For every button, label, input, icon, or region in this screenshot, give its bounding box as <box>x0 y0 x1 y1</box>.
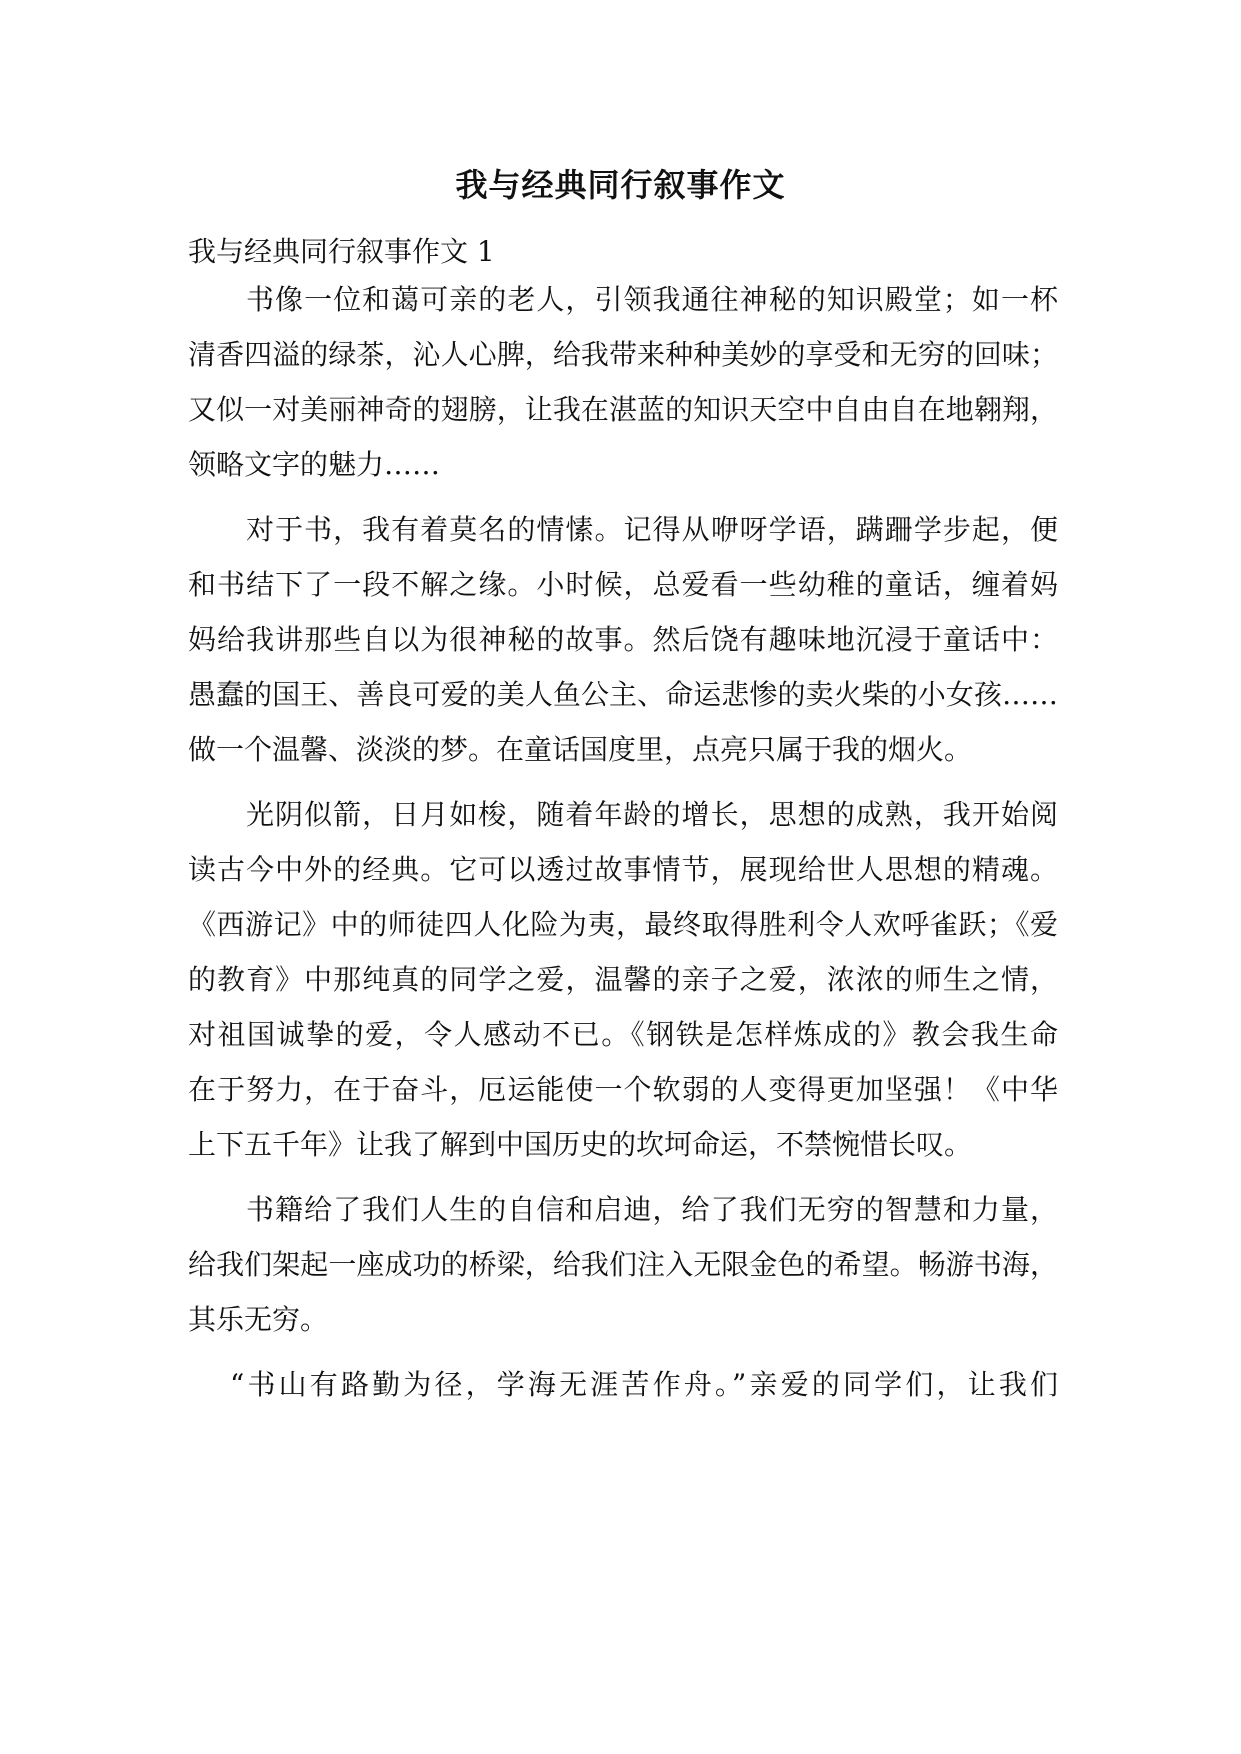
text-line: 妈给我讲那些自以为很神秘的故事。然后饶有趣味地沉浸于童话中： <box>188 623 1058 656</box>
text-line: 又似一对美丽神奇的翅膀，让我在湛蓝的知识天空中自由自在地翱翔， <box>188 393 1058 426</box>
text-line: 愚蠢的国王、善良可爱的美人鱼公主、命运悲惨的卖火柴的小女孩…… <box>188 678 1058 711</box>
text-line: “书山有路勤为径，学海无涯苦作舟。”亲爱的同学们，让我们 <box>230 1368 1058 1401</box>
text-line: 上下五千年》让我了解到中国历史的坎坷命运，不禁惋惜长叹。 <box>188 1128 973 1161</box>
essay-heading: 我与经典同行叙事作文 1 <box>188 235 495 268</box>
text-line: 书籍给了我们人生的自信和启迪，给了我们无穷的智慧和力量， <box>246 1193 1058 1226</box>
text-line: 读古今中外的经典。它可以透过故事情节，展现给世人思想的精魂。 <box>188 853 1058 886</box>
text-line: 光阴似箭，日月如梭，随着年龄的增长，思想的成熟，我开始阅 <box>246 798 1058 831</box>
text-line: 其乐无穷。 <box>188 1303 329 1336</box>
text-line: 给我们架起一座成功的桥梁，给我们注入无限金色的希望。畅游书海， <box>188 1248 1058 1281</box>
text-line: 和书结下了一段不解之缘。小时候，总爱看一些幼稚的童话，缠着妈 <box>188 568 1058 601</box>
text-line: 对祖国诚挚的爱，令人感动不已。《钢铁是怎样炼成的》教会我生命 <box>188 1018 1058 1051</box>
text-line: 做一个温馨、淡淡的梦。在童话国度里，点亮只属于我的烟火。 <box>188 733 973 766</box>
text-line: 对于书，我有着莫名的情愫。记得从咿呀学语，蹒跚学步起，便 <box>246 513 1058 546</box>
document-title: 我与经典同行叙事作文 <box>455 166 786 204</box>
text-line: 清香四溢的绿茶，沁人心脾，给我带来种种美妙的享受和无穷的回味； <box>188 338 1058 371</box>
text-line: 《西游记》中的师徒四人化险为夷，最终取得胜利令人欢呼雀跃；《爱 <box>188 908 1058 941</box>
text-line: 的教育》中那纯真的同学之爱，温馨的亲子之爱，浓浓的师生之情， <box>188 963 1058 996</box>
text-line: 领略文字的魅力…… <box>188 448 441 481</box>
text-line: 书像一位和蔼可亲的老人，引领我通往神秘的知识殿堂；如一杯 <box>246 283 1058 316</box>
text-line: 在于努力，在于奋斗，厄运能使一个软弱的人变得更加坚强！《中华 <box>188 1073 1058 1106</box>
